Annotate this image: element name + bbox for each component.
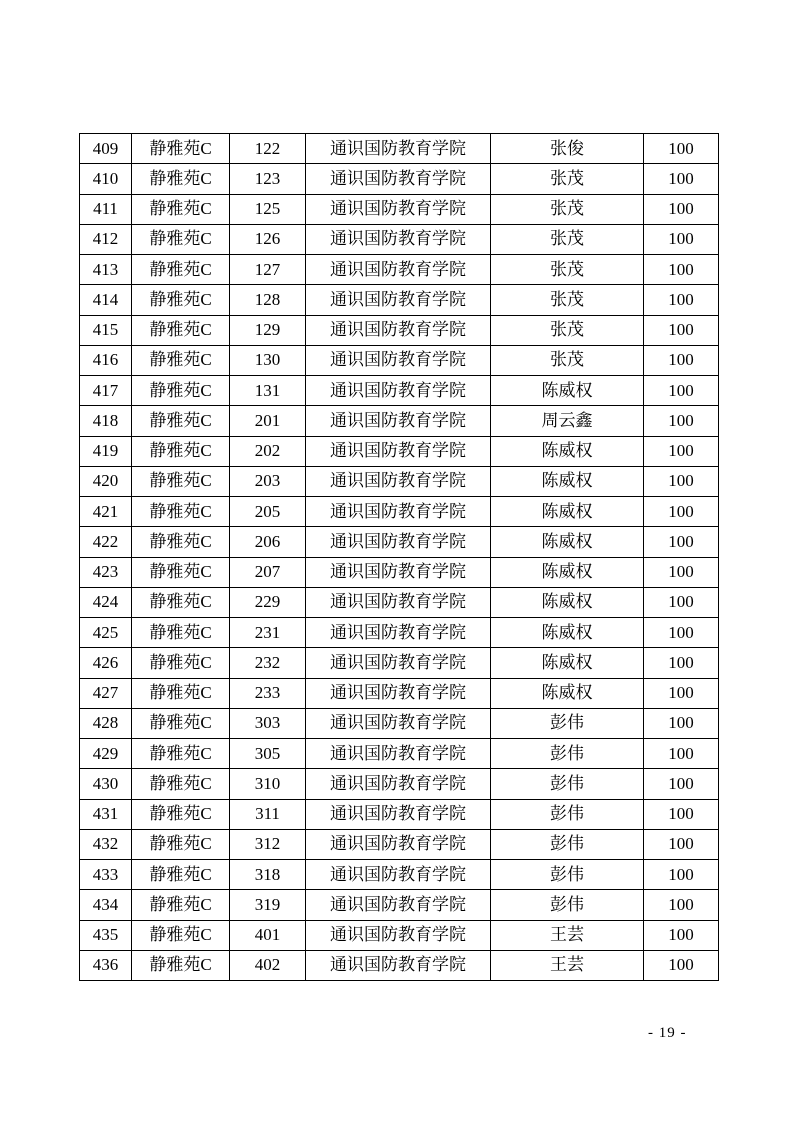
college-name: 通识国防教育学院 <box>306 376 491 406</box>
person-name: 张茂 <box>491 224 644 254</box>
person-name: 张茂 <box>491 255 644 285</box>
score-cell: 100 <box>644 648 719 678</box>
person-name: 陈威权 <box>491 648 644 678</box>
row-number: 421 <box>80 497 132 527</box>
person-name: 陈威权 <box>491 557 644 587</box>
building-cell: 静雅苑C <box>132 648 230 678</box>
table-row <box>80 920 719 950</box>
college-name: 通识国防教育学院 <box>306 708 491 738</box>
college-name: 通识国防教育学院 <box>306 497 491 527</box>
table-row <box>80 134 719 164</box>
room-number: 126 <box>230 224 306 254</box>
table-row <box>80 678 719 708</box>
table-row <box>80 739 719 769</box>
row-number: 412 <box>80 224 132 254</box>
table-row <box>80 315 719 345</box>
table-row <box>80 466 719 496</box>
row-number: 413 <box>80 255 132 285</box>
college-name: 通识国防教育学院 <box>306 134 491 164</box>
college-name: 通识国防教育学院 <box>306 285 491 315</box>
row-number: 434 <box>80 890 132 920</box>
person-name: 王芸 <box>491 950 644 980</box>
building-cell: 静雅苑C <box>132 739 230 769</box>
score-cell: 100 <box>644 164 719 194</box>
college-name: 通识国防教育学院 <box>306 739 491 769</box>
room-number: 233 <box>230 678 306 708</box>
score-cell: 100 <box>644 406 719 436</box>
building-cell: 静雅苑C <box>132 224 230 254</box>
building-cell: 静雅苑C <box>132 557 230 587</box>
room-number: 125 <box>230 194 306 224</box>
room-number: 130 <box>230 345 306 375</box>
table-row <box>80 587 719 617</box>
room-number: 310 <box>230 769 306 799</box>
college-name: 通识国防教育学院 <box>306 466 491 496</box>
college-name: 通识国防教育学院 <box>306 890 491 920</box>
score-cell: 100 <box>644 890 719 920</box>
person-name: 张茂 <box>491 164 644 194</box>
room-number: 122 <box>230 134 306 164</box>
college-name: 通识国防教育学院 <box>306 194 491 224</box>
room-number: 318 <box>230 860 306 890</box>
college-name: 通识国防教育学院 <box>306 587 491 617</box>
row-number: 429 <box>80 739 132 769</box>
person-name: 彭伟 <box>491 799 644 829</box>
score-cell: 100 <box>644 829 719 859</box>
score-cell: 100 <box>644 315 719 345</box>
row-number: 423 <box>80 557 132 587</box>
building-cell: 静雅苑C <box>132 860 230 890</box>
person-name: 张茂 <box>491 285 644 315</box>
row-number: 431 <box>80 799 132 829</box>
table-row <box>80 224 719 254</box>
table-row <box>80 436 719 466</box>
row-number: 436 <box>80 950 132 980</box>
table-row <box>80 345 719 375</box>
row-number: 417 <box>80 376 132 406</box>
score-cell: 100 <box>644 557 719 587</box>
room-number: 401 <box>230 920 306 950</box>
room-number: 402 <box>230 950 306 980</box>
table-row <box>80 769 719 799</box>
building-cell: 静雅苑C <box>132 436 230 466</box>
score-cell: 100 <box>644 678 719 708</box>
room-number: 232 <box>230 648 306 678</box>
table-row <box>80 255 719 285</box>
score-cell: 100 <box>644 224 719 254</box>
room-number: 131 <box>230 376 306 406</box>
room-number: 123 <box>230 164 306 194</box>
room-number: 129 <box>230 315 306 345</box>
row-number: 432 <box>80 829 132 859</box>
college-name: 通识国防教育学院 <box>306 860 491 890</box>
building-cell: 静雅苑C <box>132 920 230 950</box>
score-cell: 100 <box>644 950 719 980</box>
table-row <box>80 708 719 738</box>
building-cell: 静雅苑C <box>132 255 230 285</box>
score-cell: 100 <box>644 497 719 527</box>
score-cell: 100 <box>644 769 719 799</box>
room-number: 127 <box>230 255 306 285</box>
person-name: 周云鑫 <box>491 406 644 436</box>
college-name: 通识国防教育学院 <box>306 769 491 799</box>
room-number: 203 <box>230 466 306 496</box>
person-name: 陈威权 <box>491 376 644 406</box>
table-row <box>80 376 719 406</box>
room-number: 206 <box>230 527 306 557</box>
college-name: 通识国防教育学院 <box>306 618 491 648</box>
person-name: 张茂 <box>491 194 644 224</box>
row-number: 416 <box>80 345 132 375</box>
row-number: 435 <box>80 920 132 950</box>
building-cell: 静雅苑C <box>132 406 230 436</box>
building-cell: 静雅苑C <box>132 587 230 617</box>
score-cell: 100 <box>644 134 719 164</box>
room-number: 207 <box>230 557 306 587</box>
table-row <box>80 557 719 587</box>
building-cell: 静雅苑C <box>132 890 230 920</box>
building-cell: 静雅苑C <box>132 315 230 345</box>
row-number: 428 <box>80 708 132 738</box>
table-row <box>80 497 719 527</box>
table-row <box>80 285 719 315</box>
row-number: 411 <box>80 194 132 224</box>
score-cell: 100 <box>644 618 719 648</box>
row-number: 422 <box>80 527 132 557</box>
row-number: 410 <box>80 164 132 194</box>
score-cell: 100 <box>644 345 719 375</box>
college-name: 通识国防教育学院 <box>306 829 491 859</box>
person-name: 陈威权 <box>491 436 644 466</box>
building-cell: 静雅苑C <box>132 134 230 164</box>
room-number: 202 <box>230 436 306 466</box>
college-name: 通识国防教育学院 <box>306 345 491 375</box>
person-name: 陈威权 <box>491 587 644 617</box>
score-cell: 100 <box>644 799 719 829</box>
building-cell: 静雅苑C <box>132 466 230 496</box>
college-name: 通识国防教育学院 <box>306 315 491 345</box>
table-row <box>80 799 719 829</box>
room-number: 205 <box>230 497 306 527</box>
building-cell: 静雅苑C <box>132 376 230 406</box>
college-name: 通识国防教育学院 <box>306 527 491 557</box>
table-row <box>80 890 719 920</box>
row-number: 420 <box>80 466 132 496</box>
dormitory-score-table <box>79 133 719 981</box>
room-number: 305 <box>230 739 306 769</box>
building-cell: 静雅苑C <box>132 345 230 375</box>
table-body <box>80 134 719 981</box>
score-cell: 100 <box>644 285 719 315</box>
person-name: 陈威权 <box>491 618 644 648</box>
score-cell: 100 <box>644 194 719 224</box>
college-name: 通识国防教育学院 <box>306 436 491 466</box>
building-cell: 静雅苑C <box>132 527 230 557</box>
room-number: 128 <box>230 285 306 315</box>
room-number: 311 <box>230 799 306 829</box>
person-name: 彭伟 <box>491 890 644 920</box>
person-name: 张茂 <box>491 315 644 345</box>
score-cell: 100 <box>644 920 719 950</box>
table-row <box>80 648 719 678</box>
score-cell: 100 <box>644 860 719 890</box>
building-cell: 静雅苑C <box>132 769 230 799</box>
college-name: 通识国防教育学院 <box>306 950 491 980</box>
row-number: 426 <box>80 648 132 678</box>
score-cell: 100 <box>644 708 719 738</box>
person-name: 陈威权 <box>491 678 644 708</box>
row-number: 430 <box>80 769 132 799</box>
person-name: 陈威权 <box>491 466 644 496</box>
score-cell: 100 <box>644 376 719 406</box>
college-name: 通识国防教育学院 <box>306 224 491 254</box>
row-number: 419 <box>80 436 132 466</box>
person-name: 张茂 <box>491 345 644 375</box>
college-name: 通识国防教育学院 <box>306 648 491 678</box>
room-number: 303 <box>230 708 306 738</box>
score-cell: 100 <box>644 739 719 769</box>
score-cell: 100 <box>644 255 719 285</box>
building-cell: 静雅苑C <box>132 678 230 708</box>
person-name: 王芸 <box>491 920 644 950</box>
row-number: 424 <box>80 587 132 617</box>
table-row <box>80 860 719 890</box>
building-cell: 静雅苑C <box>132 618 230 648</box>
person-name: 陈威权 <box>491 497 644 527</box>
page-number: - 19 - <box>648 1025 687 1041</box>
college-name: 通识国防教育学院 <box>306 920 491 950</box>
score-cell: 100 <box>644 466 719 496</box>
person-name: 张俊 <box>491 134 644 164</box>
person-name: 彭伟 <box>491 708 644 738</box>
college-name: 通识国防教育学院 <box>306 799 491 829</box>
room-number: 319 <box>230 890 306 920</box>
row-number: 427 <box>80 678 132 708</box>
table-row <box>80 527 719 557</box>
score-cell: 100 <box>644 587 719 617</box>
building-cell: 静雅苑C <box>132 285 230 315</box>
person-name: 陈威权 <box>491 527 644 557</box>
table-row <box>80 406 719 436</box>
table-row <box>80 829 719 859</box>
row-number: 418 <box>80 406 132 436</box>
person-name: 彭伟 <box>491 769 644 799</box>
building-cell: 静雅苑C <box>132 497 230 527</box>
college-name: 通识国防教育学院 <box>306 255 491 285</box>
table-row <box>80 164 719 194</box>
college-name: 通识国防教育学院 <box>306 406 491 436</box>
row-number: 414 <box>80 285 132 315</box>
room-number: 231 <box>230 618 306 648</box>
person-name: 彭伟 <box>491 829 644 859</box>
room-number: 312 <box>230 829 306 859</box>
row-number: 425 <box>80 618 132 648</box>
table-row <box>80 618 719 648</box>
table-row <box>80 194 719 224</box>
building-cell: 静雅苑C <box>132 708 230 738</box>
college-name: 通识国防教育学院 <box>306 164 491 194</box>
building-cell: 静雅苑C <box>132 829 230 859</box>
building-cell: 静雅苑C <box>132 164 230 194</box>
building-cell: 静雅苑C <box>132 194 230 224</box>
building-cell: 静雅苑C <box>132 950 230 980</box>
row-number: 433 <box>80 860 132 890</box>
room-number: 229 <box>230 587 306 617</box>
score-cell: 100 <box>644 527 719 557</box>
score-cell: 100 <box>644 436 719 466</box>
college-name: 通识国防教育学院 <box>306 678 491 708</box>
building-cell: 静雅苑C <box>132 799 230 829</box>
college-name: 通识国防教育学院 <box>306 557 491 587</box>
room-number: 201 <box>230 406 306 436</box>
person-name: 彭伟 <box>491 860 644 890</box>
person-name: 彭伟 <box>491 739 644 769</box>
row-number: 409 <box>80 134 132 164</box>
row-number: 415 <box>80 315 132 345</box>
table-row <box>80 950 719 980</box>
